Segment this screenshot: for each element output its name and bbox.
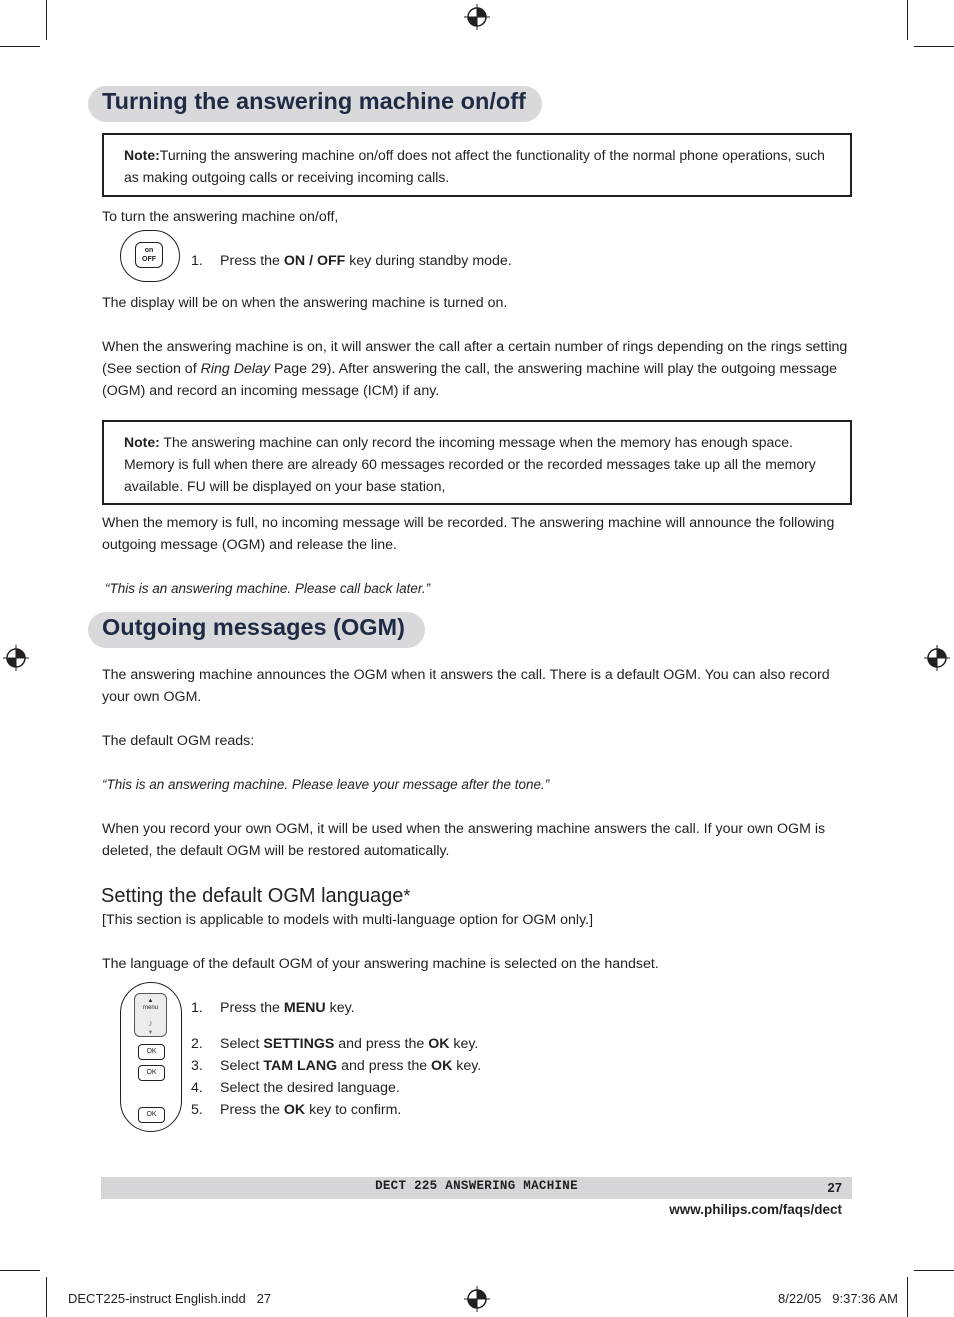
onoff-key-icon xyxy=(120,230,180,282)
intro-text: To turn the answering machine on/off, xyxy=(102,209,339,225)
step-text: Select the desired language. xyxy=(220,1080,400,1096)
menu-key-icon: ▲ menu ♪ ▼ xyxy=(134,993,167,1037)
slug-file: DECT225-instruct English.indd 27 xyxy=(68,1291,272,1306)
quote-default-ogm: “This is an answering machine. Please leave your message after the tone.” xyxy=(102,777,550,792)
page-number: 27 xyxy=(827,1180,842,1195)
step-number: 1. xyxy=(191,253,203,269)
step-text: key. xyxy=(449,1036,479,1052)
paragraph-memory-full: When the memory is full, no incoming message will be recorded. The answering machine will announce the following outgoing message (OGM) and release the line. xyxy=(102,515,835,553)
crop-mark xyxy=(0,46,40,47)
crop-mark xyxy=(46,0,47,40)
section-title-pill xyxy=(88,612,425,648)
crop-mark xyxy=(46,1277,47,1317)
footer-bar xyxy=(101,1177,852,1199)
step-number: 4. xyxy=(191,1080,203,1096)
paragraph-display: The display will be on when the answering machine is turned on. xyxy=(102,295,508,311)
step-key: OK xyxy=(431,1058,453,1074)
step-key: SETTINGS xyxy=(263,1036,335,1052)
step-text: Press the xyxy=(220,253,284,269)
step-key: ON / OFF xyxy=(283,253,346,269)
paragraph-rings xyxy=(102,336,852,402)
step-number: 1. xyxy=(191,1000,203,1016)
onoff-key-label-top: on xyxy=(144,247,154,254)
crop-mark xyxy=(907,0,908,40)
step-text: key to confirm. xyxy=(305,1102,402,1118)
registration-mark-icon xyxy=(924,645,950,671)
crop-mark xyxy=(0,1270,40,1271)
footnote-mark: * xyxy=(403,886,411,906)
step-text: key. xyxy=(452,1058,482,1074)
ring-delay-reference: Ring Delay xyxy=(200,361,270,377)
step-key: OK xyxy=(283,1102,306,1118)
section-title-pill xyxy=(88,86,542,122)
paragraph-announce: The answering machine announces the OGM when it answers the call. There is a default OGM. You can also record your own OGM. xyxy=(102,667,830,705)
note-box xyxy=(102,133,852,197)
footer-url[interactable]: www.philips.com/faqs/dect xyxy=(669,1202,842,1217)
footer-product: DECT 225 ANSWERING MACHINE xyxy=(375,1179,578,1193)
applicable-note: [This section is applicable to models with multi-language option for OGM only.] xyxy=(102,912,594,928)
ok-key-icon: OK xyxy=(138,1107,165,1123)
step-text: key during standby mode. xyxy=(345,253,512,269)
step-key: OK xyxy=(428,1036,450,1052)
step-text: Select xyxy=(220,1058,264,1074)
note-text: Turning the answering machine on/off does not affect the functionality of the normal phone operations, such as making outgoing calls or receiving incoming calls. xyxy=(124,147,825,185)
note-text: The answering machine can only record the incoming message when the memory has enough space. Memory is full when there are already 60 messages recorded or the recorded messages take up all the memory available. FU will be displayed on your base station, xyxy=(124,434,816,494)
note-label: Note: xyxy=(124,147,160,163)
step-key: MENU xyxy=(283,1000,326,1016)
paragraph-text: Page 29). After answering the call, the answering machine will play the outgoing message (OGM) and record an incoming message (ICM) if any. xyxy=(102,361,838,399)
step-text: Select xyxy=(220,1036,264,1052)
paragraph-default-reads: The default OGM reads: xyxy=(102,733,255,749)
step-text: Press the xyxy=(220,1102,284,1118)
onoff-key-label-bottom: OFF xyxy=(142,256,156,263)
section-title: Outgoing messages (OGM) xyxy=(102,614,405,640)
registration-mark-icon xyxy=(464,4,490,30)
step-key: TAM LANG xyxy=(263,1058,338,1074)
handset-keys-icon xyxy=(120,982,182,1132)
registration-mark-icon xyxy=(3,645,29,671)
note-box xyxy=(102,420,852,505)
crop-mark xyxy=(907,1277,908,1317)
paragraph-own-ogm: When you record your own OGM, it will be used when the answering machine answers the call. If your own OGM is deleted, the default OGM will be restored automatically. xyxy=(102,821,826,859)
quote-memory-full: “This is an answering machine. Please call back later.” xyxy=(105,581,431,596)
paragraph-text: When the answering machine is on, it will answer the call after a certain number of rings depending on the rings setting (See section of xyxy=(102,339,848,377)
slug-date: 8/22/05 9:37:36 AM xyxy=(778,1291,898,1306)
ok-key-icon: OK xyxy=(138,1044,165,1060)
subheading-text: Setting the default OGM language xyxy=(101,885,404,907)
menu-key-label: menu xyxy=(142,1005,158,1011)
registration-mark-icon xyxy=(464,1286,490,1312)
step-text: and press the xyxy=(337,1058,432,1074)
subheading xyxy=(101,882,410,910)
step-text: and press the xyxy=(334,1036,429,1052)
section-title: Turning the answering machine on/off xyxy=(102,88,526,114)
step-number: 5. xyxy=(191,1102,203,1118)
step-text: key. xyxy=(325,1000,355,1016)
step-number: 3. xyxy=(191,1058,203,1074)
step-text: Press the xyxy=(220,1000,284,1016)
step-number: 2. xyxy=(191,1036,203,1052)
note-label: Note: xyxy=(124,434,160,450)
crop-mark xyxy=(914,1270,954,1271)
paragraph-language: The language of the default OGM of your answering machine is selected on the handset. xyxy=(102,956,659,972)
ok-key-icon: OK xyxy=(138,1065,165,1081)
crop-mark xyxy=(914,46,954,47)
